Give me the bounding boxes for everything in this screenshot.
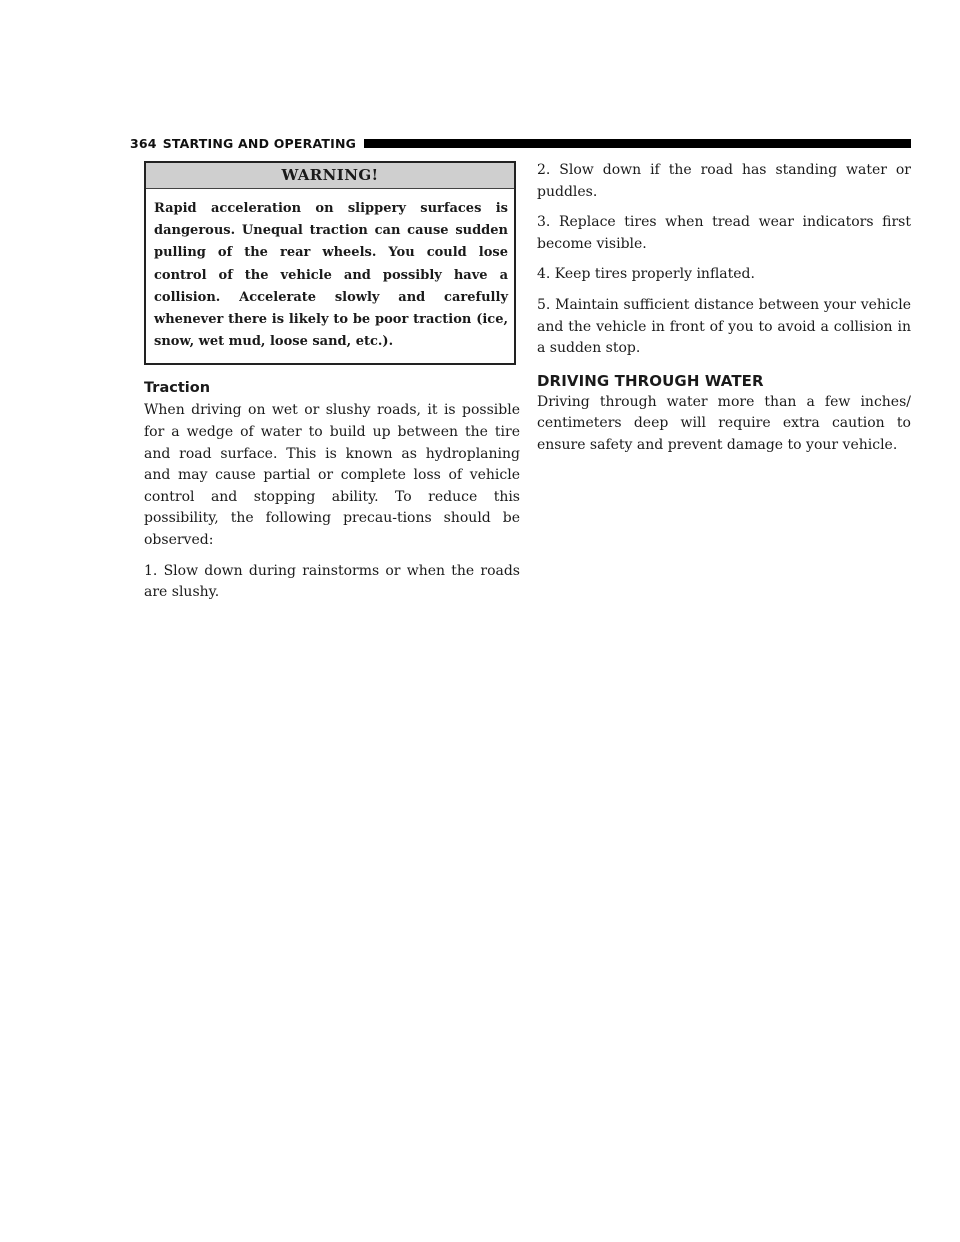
driving-through-water-heading: DRIVING THROUGH WATER <box>537 371 764 390</box>
section-title: STARTING AND OPERATING <box>162 135 357 151</box>
traction-item-3: 3. Replace tires when tread wear indicators first become visible. <box>537 214 911 252</box>
page-number: 364 <box>130 135 157 151</box>
traction-item-1: 1. Slow down during rainstorms or when the roads are slushy. <box>144 562 520 601</box>
traction-item-4: 4. Keep tires properly inflated. <box>537 266 755 283</box>
traction-item-2: 2. Slow down if the road has standing water or puddles. <box>537 162 911 200</box>
warning-title: WARNING! <box>146 163 514 189</box>
header-rule <box>364 139 911 148</box>
right-column <box>537 160 911 466</box>
driving-through-water-body: Driving through water more than a few inches/ centimeters deep will require extra caution to ensure safety and prevent damage to your vehicle. <box>537 393 911 453</box>
traction-heading: Traction <box>144 380 211 397</box>
left-column <box>144 161 520 613</box>
traction-item-5: 5. Maintain sufficient distance between your vehicle and the vehicle in front of you to avoid a collision in a sudden stop. <box>537 296 911 357</box>
warning-body: Rapid acceleration on slippery surfaces is dangerous. Unequal traction can cause sudden pulling of the rear wheels. You could lose control of the vehicle and possibly have a collision. Accelerate slowly and carefully whenever there is likely to be poor traction (ice, snow, wet mud, loose sand, etc.). <box>154 201 508 350</box>
traction-intro: When driving on wet or slushy roads, it is possible for a wedge of water to build up between the tire and road surface. This is known as hydroplaning and may cause partial or complete loss of vehicle control and stopping ability. To reduce this possibility, the following precau-tions should be observed: <box>144 402 520 548</box>
warning-box <box>144 161 516 365</box>
page-header <box>130 136 911 150</box>
